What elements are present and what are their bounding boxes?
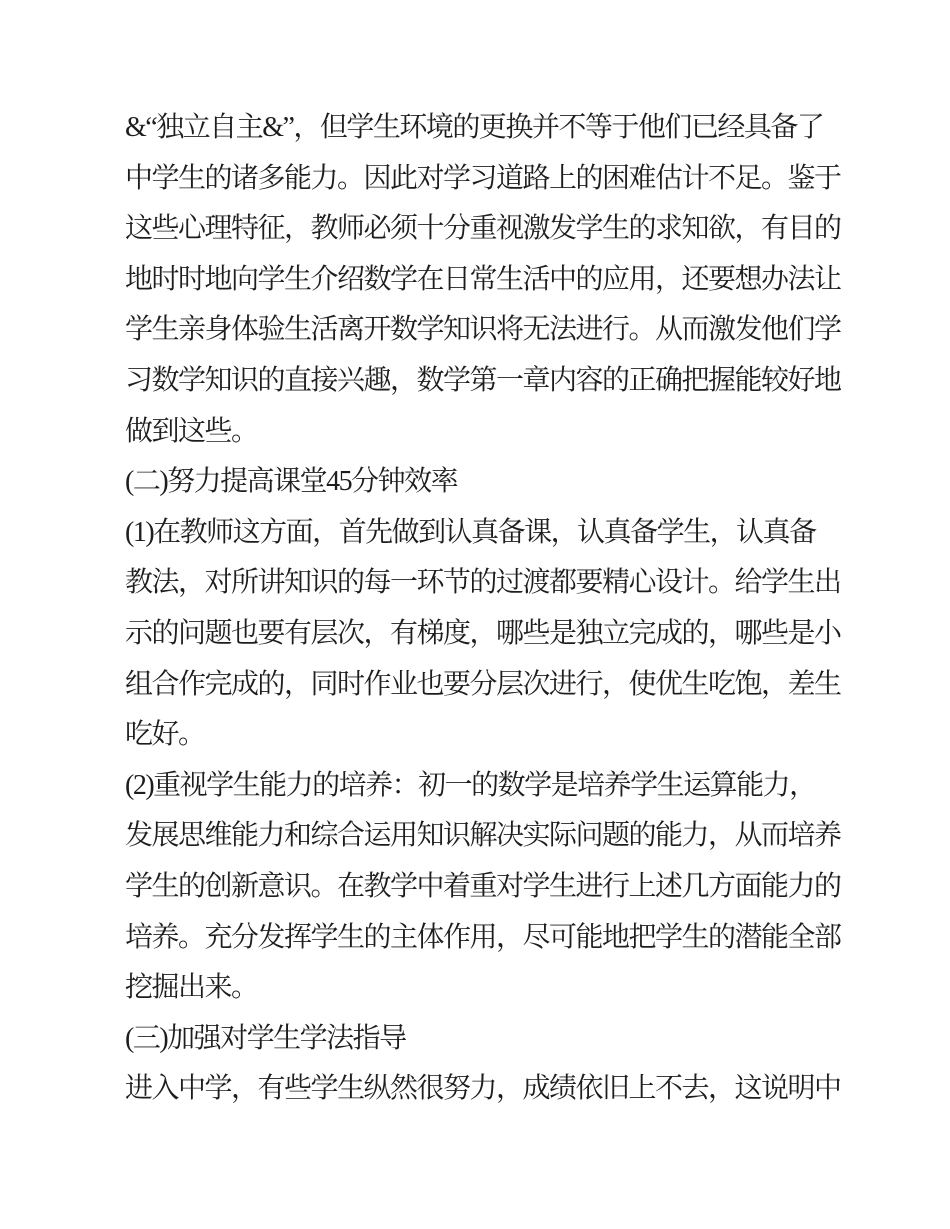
text-line: 地时时地向学生介绍数学在日常生活中的应用，还要想办法让	[125, 263, 841, 295]
text-line: 示的问题也要有层次，有梯度，哪些是独立完成的，哪些是小	[125, 617, 841, 649]
text-line: 培养。充分发挥学生的主体作用，尽可能地把学生的潜能全部	[125, 921, 841, 953]
text-line: 发展思维能力和综合运用知识解决实际问题的能力，从而培养	[125, 820, 841, 852]
text-line: 做到这些。	[125, 415, 258, 447]
text-line: (二)努力提高课堂45分钟效率	[125, 466, 458, 498]
text-line: 进入中学，有些学生纵然很努力，成绩依旧上不去，这说明中	[125, 1073, 841, 1105]
text-line: (2)重视学生能力的培养：初一的数学是培养学生运算能力，	[125, 769, 816, 801]
text-line: &“独立自主&”，但学生环境的更换并不等于他们已经具备了	[125, 112, 824, 143]
text-line: 教法，对所讲知识的每一环节的过渡都要精心设计。给学生出	[125, 567, 841, 599]
text-line: 组合作完成的，同时作业也要分层次进行，使优生吃饱，差生	[125, 668, 841, 700]
text-line: 习数学知识的直接兴趣，数学第一章内容的正确把握能较好地	[125, 364, 841, 396]
document-text-block	[125, 103, 840, 1115]
text-line: 挖掘出来。	[125, 972, 258, 1004]
text-line: (三)加强对学生学法指导	[125, 1022, 406, 1054]
text-line: (1)在教师这方面，首先做到认真备课，认真备学生，认真备	[125, 516, 816, 548]
text-line: 吃好。	[125, 719, 205, 751]
text-line: 学生的创新意识。在教学中着重对学生进行上述几方面能力的	[125, 870, 841, 902]
text-line: 中学生的诸多能力。因此对学习道路上的困难估计不足。鉴于	[125, 162, 841, 194]
text-line: 这些心理特征，教师必须十分重视激发学生的求知欲，有目的	[125, 213, 841, 245]
text-line: 学生亲身体验生活离开数学知识将无法进行。从而激发他们学	[125, 314, 841, 346]
